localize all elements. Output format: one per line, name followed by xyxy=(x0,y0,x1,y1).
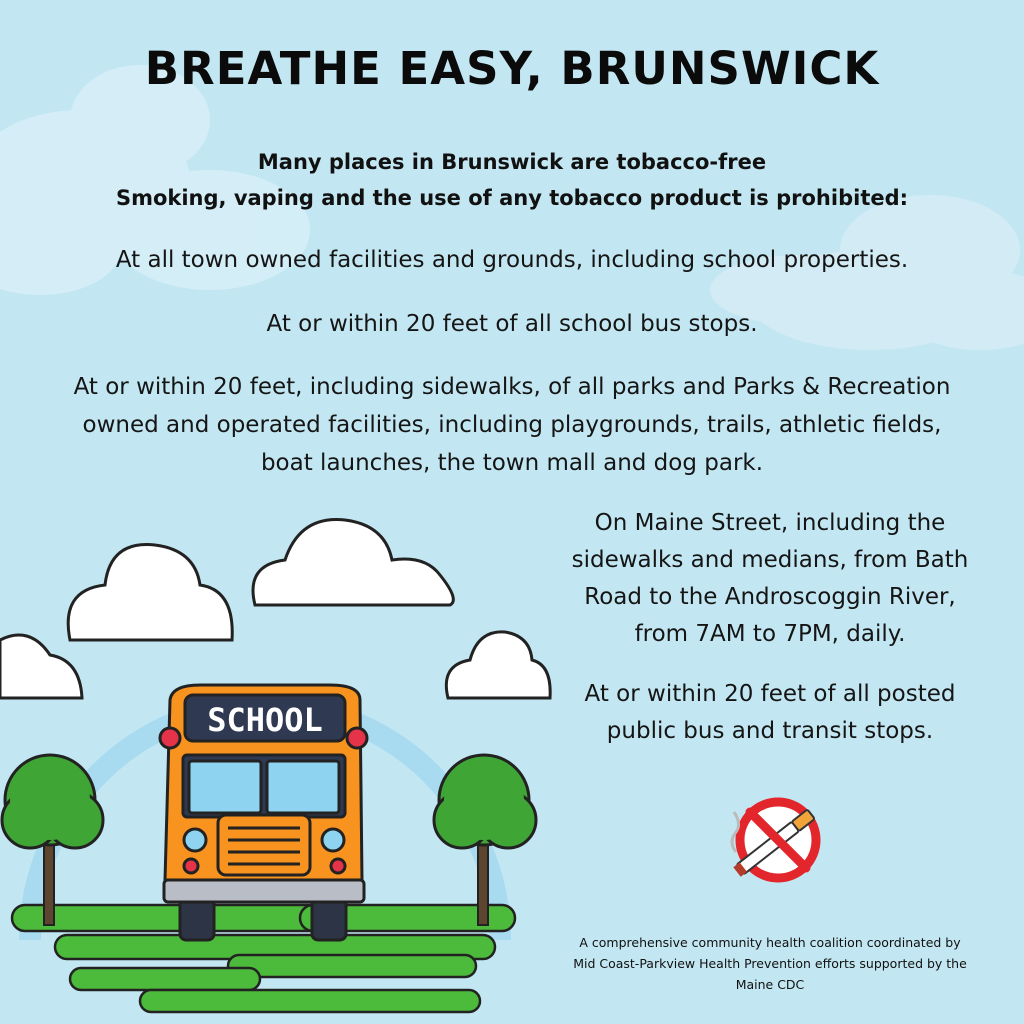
rule-line: owned and operated facilities, including playgrounds, trails, athletic fields, xyxy=(82,412,942,438)
rule-line: At or within 20 feet, including sidewalks, of all parks and Parks & Recreation xyxy=(73,374,951,400)
rule-town-facilities xyxy=(40,241,984,279)
rule-school-bus-stops xyxy=(40,305,984,343)
intro xyxy=(0,144,1024,216)
rule-line: At all town owned facilities and grounds, including school properties. xyxy=(115,247,909,273)
rule-transit-stops xyxy=(550,676,990,750)
rule-line: Road to the Androscoggin River, xyxy=(584,584,956,610)
intro-line: Many places in Brunswick are tobacco-free xyxy=(257,150,767,174)
intro-line: Smoking, vaping and the use of any tobacco product is prohibited: xyxy=(115,186,909,210)
cloud xyxy=(0,635,82,698)
rule-line: sidewalks and medians, from Bath xyxy=(571,547,969,573)
footer-line: A comprehensive community health coalition coordinated by xyxy=(579,935,961,950)
footer-line: Maine CDC xyxy=(735,977,805,992)
rule-line: boat launches, the town mall and dog park. xyxy=(260,450,764,476)
rule-line: On Maine Street, including the xyxy=(594,510,946,536)
cloud xyxy=(253,520,453,606)
rule-line: from 7AM to 7PM, daily. xyxy=(634,621,906,647)
no-smoking-icon xyxy=(722,794,830,886)
footer-credit xyxy=(540,932,1000,995)
rule-line: At or within 20 feet of all posted xyxy=(584,681,956,707)
page-title: BREATHE EASY, BRUNSWICK xyxy=(144,42,880,95)
cloud xyxy=(68,545,232,641)
rule-maine-street xyxy=(550,505,990,653)
bus-sign-text: SCHOOL xyxy=(207,701,323,739)
footer-line: Mid Coast-Parkview Health Prevention efforts supported by the xyxy=(573,956,967,971)
cloud xyxy=(446,632,550,698)
rule-line: At or within 20 feet of all school bus stops. xyxy=(266,311,758,337)
tree xyxy=(2,755,103,925)
tree xyxy=(434,755,536,925)
rule-line: public bus and transit stops. xyxy=(606,718,934,744)
rule-parks xyxy=(40,368,984,482)
grass xyxy=(12,905,515,1012)
